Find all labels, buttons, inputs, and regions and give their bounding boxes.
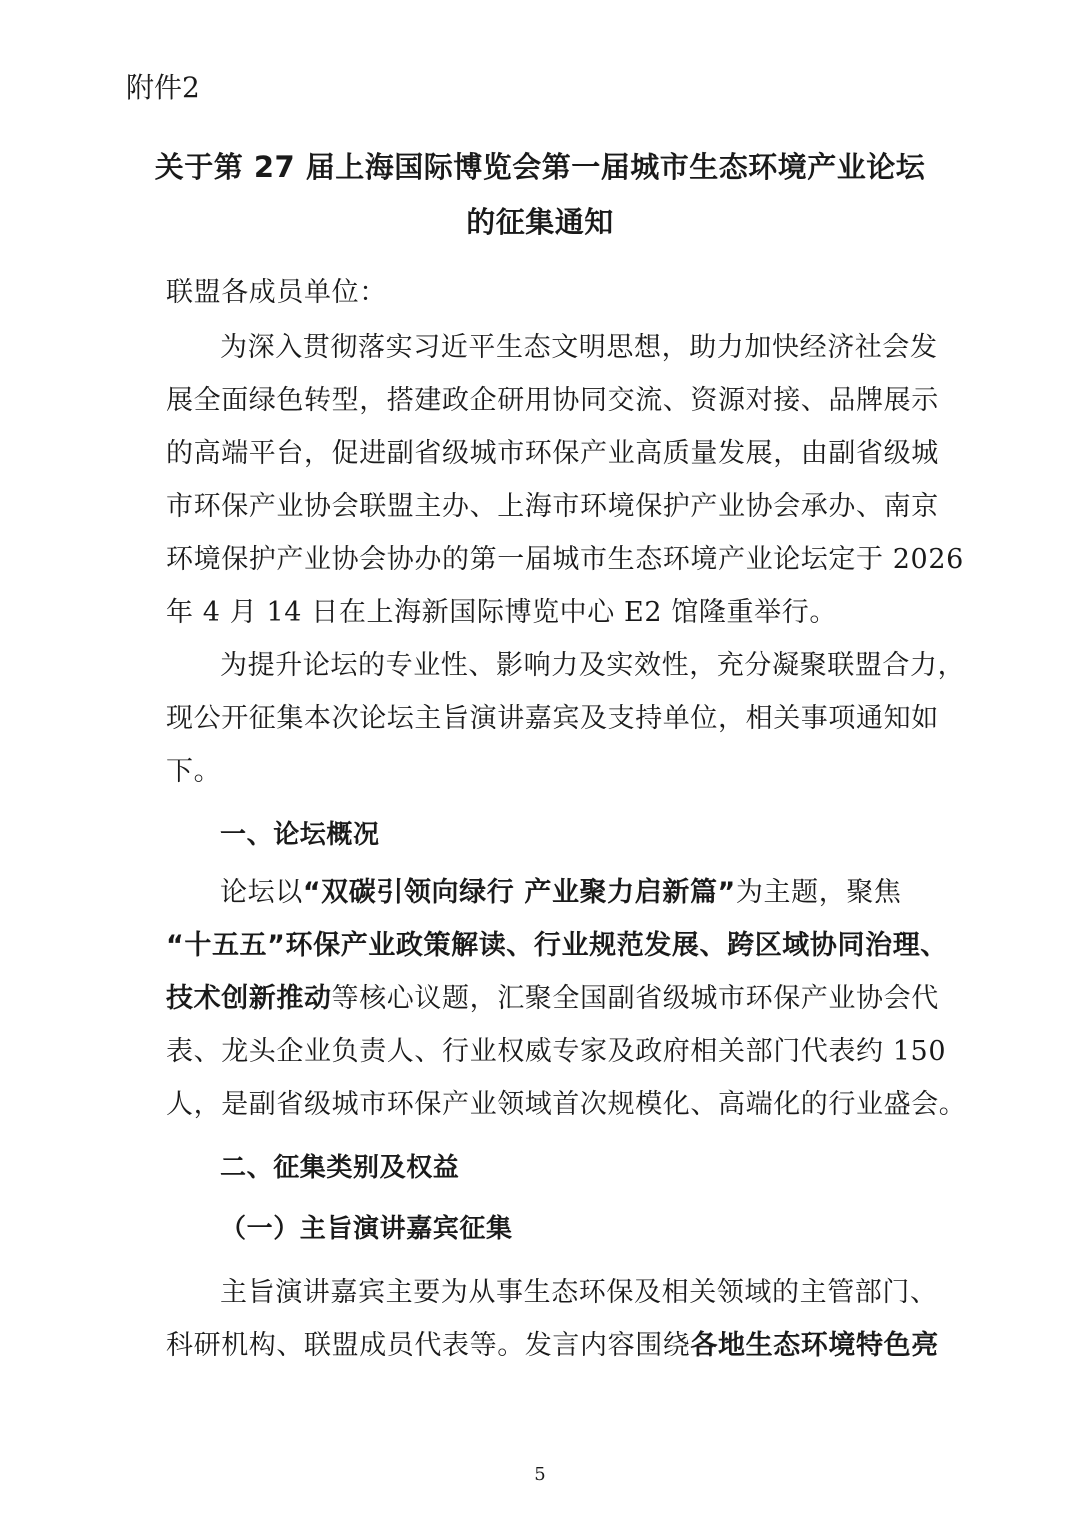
para3-text: 等核心议题，汇聚全国副省级城市环保产业协会代 xyxy=(331,983,939,1014)
subsection-1-heading: （一）主旨演讲嘉宾征集 xyxy=(220,1214,513,1244)
para3-line xyxy=(166,976,939,1015)
para1-line: 市环保产业协会联盟主办、上海市环境保护产业协会承办、南京 xyxy=(166,491,939,522)
para1-line: 展全面绿色转型，搭建政企研用协同交流、资源对接、品牌展示 xyxy=(166,385,939,416)
para2-line: 为提升论坛的专业性、影响力及实效性，充分凝聚联盟合力， xyxy=(220,650,966,681)
para2-line: 现公开征集本次论坛主旨演讲嘉宾及支持单位，相关事项通知如 xyxy=(166,703,939,734)
para4-text: 科研机构、联盟成员代表等。发言内容围绕 xyxy=(166,1330,691,1361)
page-number: 5 xyxy=(534,1464,546,1485)
para3-topic: 技术创新推动 xyxy=(166,983,332,1014)
document-title-line-2: 的征集通知 xyxy=(466,205,614,239)
attachment-label: 附件2 xyxy=(126,71,200,104)
para1-line: 为深入贯彻落实习近平生态文明思想，助力加快经济社会发 xyxy=(220,332,938,363)
para4-line xyxy=(166,1323,939,1362)
para1-line: 环境保护产业协会协办的第一届城市生态环境产业论坛定于 2026 xyxy=(166,544,964,575)
para2-line: 下。 xyxy=(166,756,222,787)
para4-line: 主旨演讲嘉宾主要为从事生态环保及相关领域的主管部门、 xyxy=(220,1277,938,1308)
section-2-heading: 二、征集类别及权益 xyxy=(220,1153,460,1183)
para3-line xyxy=(220,870,902,909)
section-1-heading: 一、论坛概况 xyxy=(220,820,380,850)
para1-line: 的高端平台，促进副省级城市环保产业高质量发展，由副省级城 xyxy=(166,438,939,469)
para3-topics-line: “十五五”环保产业政策解读、行业规范发展、跨区域协同治理、 xyxy=(166,930,948,961)
para3-text: 论坛以 xyxy=(220,877,303,908)
para3-theme: “双碳引领向绿行 产业聚力启新篇” xyxy=(302,877,736,908)
document-title-line-1: 关于第 27 届上海国际博览会第一届城市生态环境产业论坛 xyxy=(154,150,926,184)
para3-line: 人，是副省级城市环保产业领域首次规模化、高端化的行业盛会。 xyxy=(166,1089,967,1120)
para3-text: 为主题，聚焦 xyxy=(735,877,902,908)
para4-highlight: 各地生态环境特色亮 xyxy=(690,1330,939,1361)
para3-line: 表、龙头企业负责人、行业权威专家及政府相关部门代表约 150 xyxy=(166,1036,947,1067)
salutation: 联盟各成员单位： xyxy=(166,277,387,308)
para1-line: 年 4 月 14 日在上海新国际博览中心 E2 馆隆重举行。 xyxy=(166,597,837,628)
